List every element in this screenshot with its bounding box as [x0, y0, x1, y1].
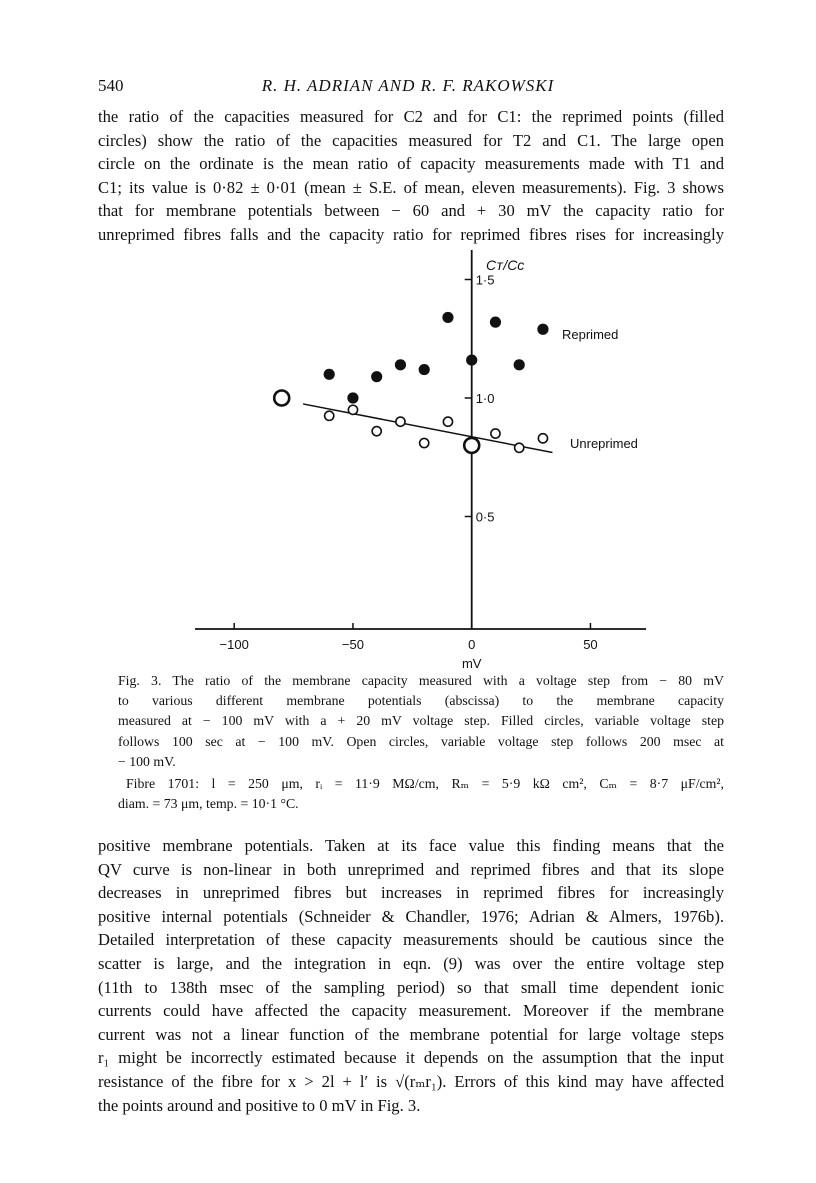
text-line: decreases in unreprimed fibres but increases in reprimed fibres for increasingly	[98, 883, 724, 903]
text-line: resistance of the fibre for x > 2l + l′ is √(rₘr₁). Errors of this kind may have affected	[98, 1072, 724, 1091]
text-line: C1; its value is 0·82 ± 0·01 (mean ± S.E. of mean, eleven measurements). Fig. 3 shows	[98, 177, 724, 197]
text-line: QV curve is non-linear in both unreprimed and reprimed fibres and that its slope	[98, 859, 724, 879]
text-line: circles) show the ratio of the capacities measured for T2 and C1. The large open	[98, 130, 724, 150]
running-head: R. H. ADRIAN AND R. F. RAKOWSKI	[261, 76, 555, 95]
legend-unreprimed: Unreprimed	[570, 436, 638, 451]
text-line: positive internal potentials (Schneider & Chandler, 1976; Adrian & Almers, 1976b).	[98, 906, 724, 926]
data-point-unreprimed	[515, 443, 524, 452]
text-line: Fibre 1701: l = 250 μm, rᵢ = 11·9 MΩ/cm, Rₘ = 5·9 kΩ cm², Cₘ = 8·7 μF/cm²,	[126, 776, 724, 791]
data-point-reprimed	[395, 359, 406, 370]
page-number: 540	[98, 76, 124, 95]
data-point-reprimed	[419, 364, 430, 375]
x-tick-label: 50	[583, 637, 598, 652]
text-line: (11th to 138th msec of the sampling period) so that small time dependent ionic	[98, 977, 724, 997]
data-point-reprimed	[324, 369, 335, 380]
data-point-unreprimed	[325, 411, 334, 420]
data-point-reprimed	[371, 371, 382, 382]
data-point-unreprimed	[443, 417, 452, 426]
x-tick-label: 0	[468, 637, 476, 652]
y-tick-label: 1·5	[475, 272, 495, 288]
data-point-reprimed	[490, 317, 501, 328]
data-point-reprimed	[537, 324, 548, 335]
text-line: follows 100 sec at − 100 mV. Open circles, variable voltage step follows 200 msec at	[118, 733, 724, 749]
data-point-reprimed	[466, 354, 477, 365]
data-point-reprimed	[442, 312, 453, 323]
x-tick-label: −50	[341, 637, 364, 652]
data-point-unreprimed	[491, 429, 500, 438]
text-line: r₁ might be incorrectly estimated because it depends on the assumption that the input	[98, 1048, 724, 1068]
text-line: scatter is large, and the integration in eqn. (9) was over the entire voltage step	[98, 954, 724, 973]
text-line: − 100 mV.	[118, 753, 176, 769]
data-point-unreprimed	[348, 405, 357, 414]
text-line: positive membrane potentials. Taken at its face value this finding means that the	[98, 836, 724, 855]
text-line: the ratio of the capacities measured for C2 and for C1: the reprimed points (filled	[98, 107, 724, 126]
y-tick-label: 1·0	[475, 391, 495, 406]
data-point-reprimed	[347, 392, 358, 403]
data-point-reprimed	[514, 359, 525, 370]
text-line: measured at − 100 mV with a + 20 mV voltage step. Filled circles, variable voltage step	[118, 713, 724, 729]
text-line: to various different membrane potentials (abscissa) to the membrane capacity	[118, 693, 724, 709]
legend-reprimed: Reprimed	[562, 327, 619, 342]
data-point-unreprimed	[396, 417, 405, 426]
data-point-unreprimed	[538, 434, 547, 443]
text-line: Fig. 3. The ratio of the membrane capacity measured with a voltage step from − 80 mV	[118, 673, 724, 688]
text-line: currents could have affected the capacity measurement. Moreover if the membrane	[98, 1001, 724, 1021]
text-line: circle on the ordinate is the mean ratio of capacity measurements made with T1 and	[98, 154, 724, 174]
y-axis-label: Cᴛ/Cᴄ	[486, 257, 525, 273]
text-line: diam. = 73 μm, temp. = 10·1 °C.	[118, 796, 299, 812]
data-point-unreprimed	[274, 391, 289, 406]
data-point-unreprimed	[372, 427, 381, 436]
data-point-unreprimed	[420, 438, 429, 447]
text-line: that for membrane potentials between − 60 and + 30 mV the capacity ratio for	[98, 201, 724, 221]
text-line: current was not a linear function of the membrane potential for large voltage steps	[98, 1024, 724, 1044]
text-line: unreprimed fibres falls and the capacity ratio for reprimed fibres rises for increasingly	[98, 225, 724, 244]
text-line: Detailed interpretation of these capacity measurements should be cautious since the	[98, 930, 724, 950]
y-tick-label: 0·5	[475, 509, 495, 525]
x-axis-label: mV	[461, 656, 482, 671]
x-tick-label: −100	[219, 637, 249, 652]
text-line: the points around and positive to 0 mV in Fig. 3.	[98, 1095, 421, 1115]
data-point-unreprimed	[464, 438, 479, 453]
